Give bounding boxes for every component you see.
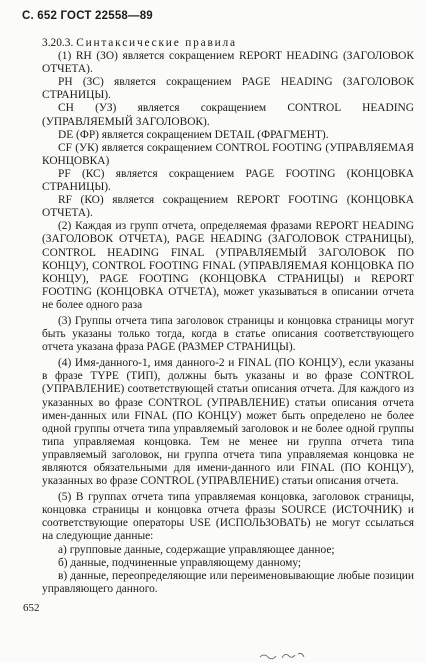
paragraph: (2) Каждая из групп отчета, определяемая фразами REPORT HEADING (ЗАГОЛОВОК ОТЧЕТА), PAGE HEADING (ЗАГОЛОВОК СТРАНИЦЫ), CONTROL HEADING FINAL (УПРАВЛЯЕМЫЙ ЗАГОЛОВОК ПО КОНЦУ), CONTROL FOOTING FINAL (УПРАВЛЯЕМАЯ КОНЦОВКА ПО КОНЦУ), PAGE FOOTING (КОНЦОВКА СТРАНИЦЫ) и REPORT FOOTING (КОНЦОВКА ОТЧЕТА), может указываться в описании отчета не более одного раза — [42, 220, 414, 311]
list-item: б) данные, подчиненные управляющему данному; — [58, 556, 302, 569]
body-text — [42, 37, 414, 596]
paragraph: (4) Имя-данного-1, имя данного-2 и FINAL (ПО КОНЦУ), если указаны в фразе TYPE (ТИП), должны быть указаны и во фразе CONTROL (УПРАВЛЕНИЕ) соответствующей статьи описания отчета. Для каждого из указанных во фразе CONTROL (УПРАВЛЕНИЕ) статьи описания отчета имен-данных или FINAL (ПО КОНЦУ) может быть определено не более одной группы отчета типа управляемый заголовок и не более одной группы типа управляемая концовка. Тем не менее ни группа отчета типа управляемый заголовок, ни группа отчета типа управляемая концовка не являются обязательными для имени-данного или FINAL (ПО КОНЦУ), указанных во фразе CONTROL (УПРАВЛЕНИЕ) статьи описания отчета. — [42, 357, 414, 488]
paragraph: CF (УК) является сокращением CONTROL FOOTING (УПРАВЛЯЕМАЯ КОНЦОВКА) — [42, 141, 414, 167]
handwritten-scribble — [258, 651, 308, 661]
paragraph: (3) Группы отчета типа заголовок страницы и концовка страницы могут быть указаны только тогда, когда в статье описания соответствующего отчета указана фраза PAGE (РАЗМЕР СТРАНИЦЫ). — [42, 314, 414, 354]
page-number: 652 — [23, 602, 40, 614]
section-title: Синтаксические правила — [76, 37, 237, 49]
list-item: а) групповые данные, содержащие управляющее данное; — [58, 543, 335, 556]
paragraph: (1) RH (ЗО) является сокращением REPORT HEADING (ЗАГОЛОВОК ОТЧЕТА). — [42, 50, 414, 76]
paragraph: PF (КС) является сокращением PAGE FOOTING (КОНЦОВКА СТРАНИЦЫ). — [42, 167, 414, 194]
list-item: в) данные, переопределяющие или переименовывающие любые позиции управляющего данного. — [42, 569, 414, 595]
section-number: 3.20.3. — [42, 37, 74, 49]
paragraph: PH (ЗС) является сокращением PAGE HEADING (ЗАГОЛОВОК СТРАНИЦЫ). — [42, 76, 414, 102]
paragraph: RF (КО) является сокращением REPORT FOOTING (КОНЦОВКА ОТЧЕТА). — [42, 194, 414, 220]
section-heading — [42, 37, 414, 50]
paragraph: CH (УЗ) является сокращением CONTROL HEADING (УПРАВЛЯЕМЫЙ ЗАГОЛОВОК). — [42, 102, 414, 128]
paragraph: DE (ФР) является сокращением DETAIL (ФРАГМЕНТ). — [58, 128, 329, 141]
paragraph: (5) В группах отчета типа управляемая концовка, заголовок страницы, концовка страницы и концовка отчета фразы SOURCE (ИСТОЧНИК) и соответствующие операторы USE (ИСПОЛЬЗОВАТЬ) не могут ссылаться на следующие данные: — [42, 491, 414, 543]
page-header: С. 652 ГОСТ 22558—89 — [22, 10, 153, 22]
